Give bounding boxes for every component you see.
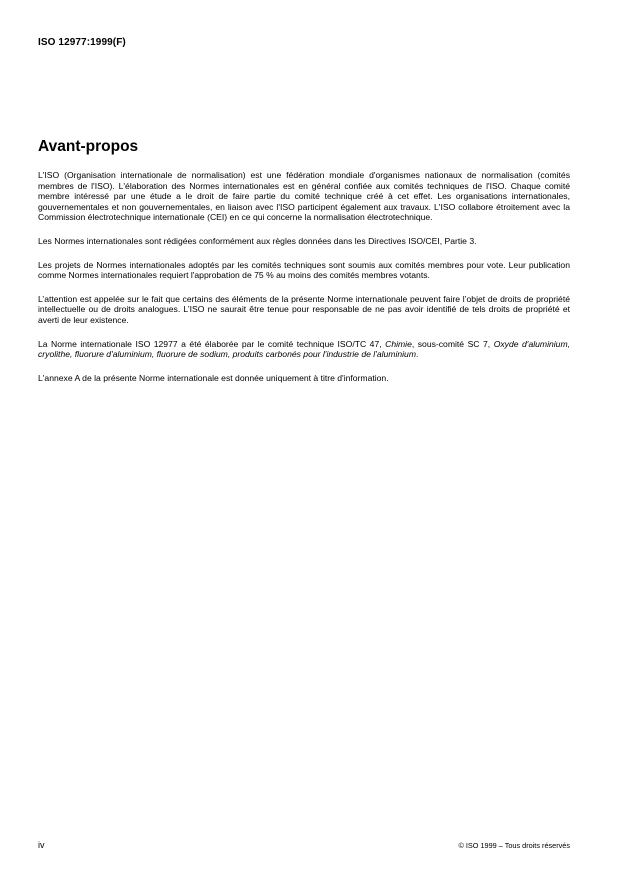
- committee-text-end: .: [415, 349, 419, 360]
- committee-text-2: , sous-comité SC 7,: [411, 338, 494, 349]
- paragraph-iso-organisation: L'ISO (Organisation internationale de normalisation) est une fédération mondiale d'organismes nationaux de normalisation (comités membres de l'ISO). L'élaboration des Normes internationales est en général confiée aux comités techniques de l'ISO. Chaque comité membre intéressé par une étude a le droit de faire partie du comité technique créé à cet effet. Les organisations internationales, gouvernementales et non gouvernementales, en liaison avec l'ISO participent également aux travaux. L'ISO collabore étroitement avec la Commission électrotechnique internationale (CEI) en ce qui concerne la normalisation électrotechnique.: [38, 170, 570, 223]
- page-number: iv: [38, 840, 45, 850]
- paragraph-draft-standards: Les projets de Normes internationales adoptés par les comités techniques sont soumis aux comités membres pour vote. Leur publication comme Normes internationales requiert l'approbation de 75 % au moins des comités membres votants.: [38, 259, 570, 281]
- paragraph-directives: Les Normes internationales sont rédigées conformément aux règles données dans les Directives ISO/CEI, Partie 3.: [38, 235, 477, 246]
- paragraph-annex: L'annexe A de la présente Norme internationale est donnée uniquement à titre d'information.: [38, 372, 389, 383]
- committee-text-1: La Norme internationale ISO 12977 a été élaborée par le comité technique ISO/TC 47,: [38, 338, 386, 349]
- section-title: Avant-propos: [38, 138, 139, 155]
- committee-name: Chimie: [385, 338, 412, 349]
- copyright-notice: © ISO 1999 – Tous droits réservés: [458, 841, 570, 850]
- paragraph-committee: [38, 339, 570, 360]
- subcommittee-name: Oxyde d'aluminium, cryolithe, fluorure d'aluminium, fluorure de sodium, produits carbonés pour l'industrie de l'aluminium: [38, 338, 570, 360]
- paragraph-patent-rights: L’attention est appelée sur le fait que certains des éléments de la présente Norme internationale peuvent faire l’objet de droits de propriété intellectuelle ou de droits analogues. L’ISO ne saurait être tenue pour responsable de ne pas avoir identifié de tels droits de propriété et averti de leur existence.: [38, 293, 570, 325]
- document-id: ISO 12977:1999(F): [38, 37, 126, 48]
- foreword-body: [38, 170, 570, 396]
